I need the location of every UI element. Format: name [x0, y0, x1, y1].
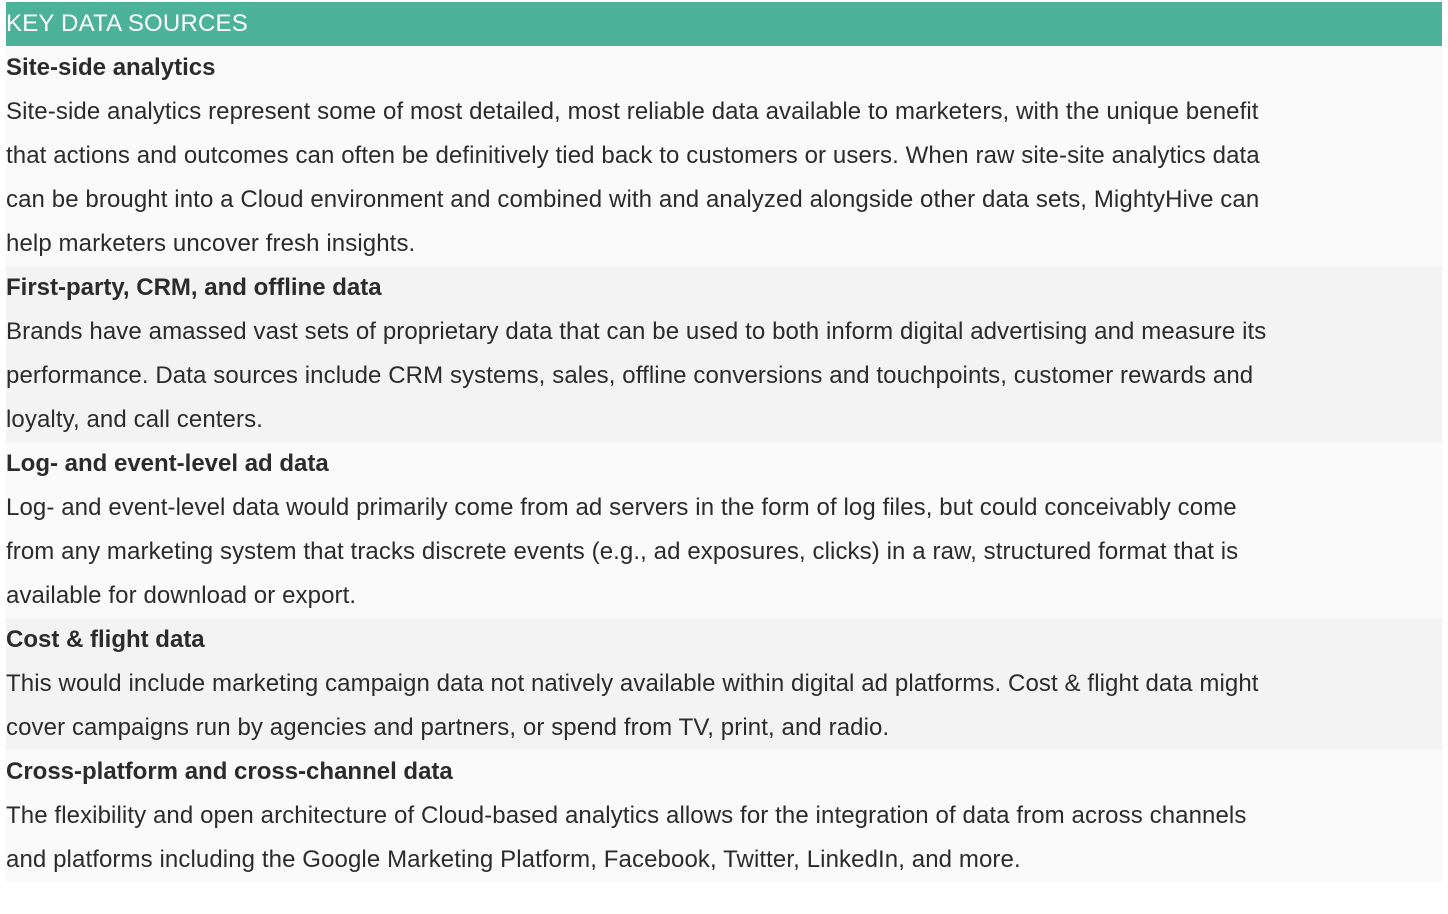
row-description: [6, 90, 1442, 266]
description-line: This would include marketing campaign data not natively available within digital ad platforms. Cost & flight data might: [6, 670, 1259, 697]
row-description: [6, 794, 1442, 882]
key-data-sources-table: [6, 2, 1442, 882]
description-line: and platforms including the Google Marketing Platform, Facebook, Twitter, LinkedIn, and more.: [6, 846, 1021, 873]
row-title: Site-side analytics: [6, 54, 216, 81]
row-description: [6, 662, 1442, 750]
description-line: The flexibility and open architecture of Cloud-based analytics allows for the integration of data from across channels: [6, 802, 1247, 829]
row-description: [6, 486, 1442, 618]
table-row: [6, 442, 1442, 618]
row-title: Log- and event-level ad data: [6, 450, 329, 477]
row-title: Cross-platform and cross-channel data: [6, 758, 453, 785]
description-line: Brands have amassed vast sets of proprietary data that can be used to both inform digital advertising and measure its: [6, 318, 1267, 345]
description-line: from any marketing system that tracks discrete events (e.g., ad exposures, clicks) in a raw, structured format that is: [6, 538, 1239, 565]
description-line: that actions and outcomes can often be definitively tied back to customers or users. When raw site-site analytics data: [6, 142, 1260, 169]
description-line: loyalty, and call centers.: [6, 406, 263, 433]
row-title: First-party, CRM, and offline data: [6, 274, 382, 301]
table-row: [6, 618, 1442, 750]
description-line: cover campaigns run by agencies and partners, or spend from TV, print, and radio.: [6, 714, 890, 741]
description-line: Log- and event-level data would primarily come from ad servers in the form of log files, but could conceivably come: [6, 494, 1237, 521]
table-row: [6, 750, 1442, 882]
description-line: help marketers uncover fresh insights.: [6, 230, 416, 257]
row-description: [6, 310, 1442, 442]
description-line: performance. Data sources include CRM systems, sales, offline conversions and touchpoints, customer rewards and: [6, 362, 1254, 389]
description-line: can be brought into a Cloud environment and combined with and analyzed alongside other data sets, MightyHive can: [6, 186, 1260, 213]
description-line: Site-side analytics represent some of most detailed, most reliable data available to marketers, with the unique benefit: [6, 98, 1259, 125]
table-row: [6, 46, 1442, 266]
table-row: [6, 266, 1442, 442]
row-title: Cost & flight data: [6, 626, 205, 653]
table-header: KEY DATA SOURCES: [6, 2, 1442, 46]
description-line: available for download or export.: [6, 582, 357, 609]
